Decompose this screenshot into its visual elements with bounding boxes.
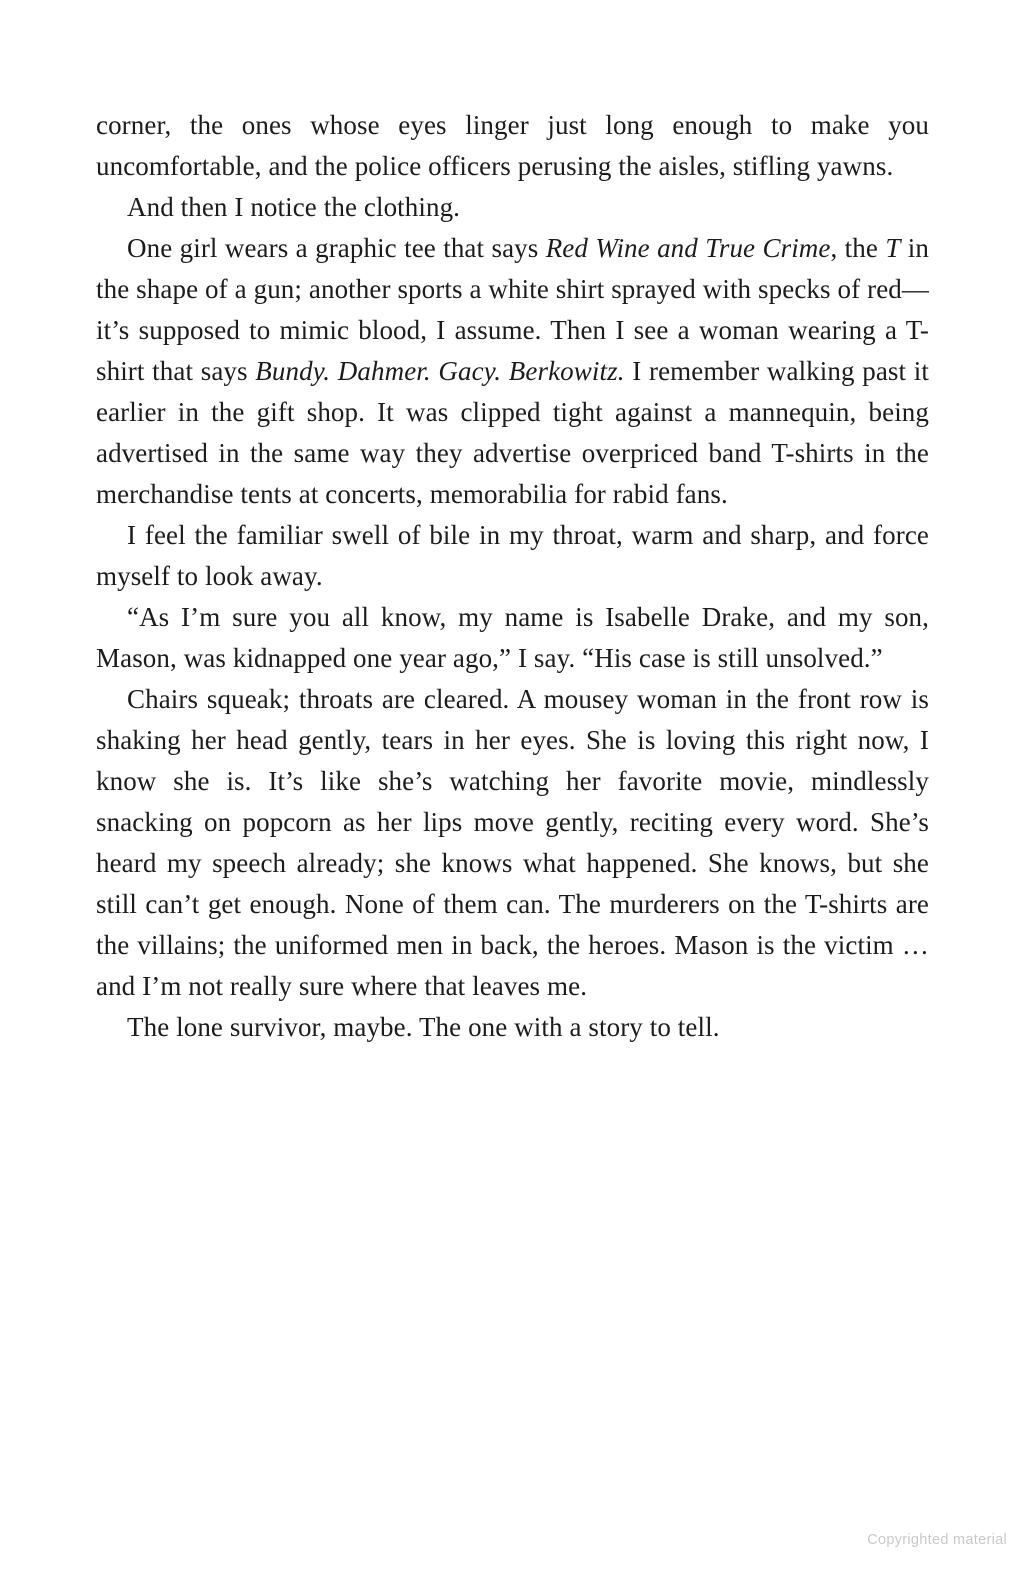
text-run: , the xyxy=(830,233,886,263)
text-run: The lone survivor, maybe. The one with a story to tell. xyxy=(127,1012,720,1042)
paragraph xyxy=(96,1007,929,1048)
copyright-watermark: Copyrighted material xyxy=(867,1532,1007,1548)
paragraph xyxy=(96,105,929,187)
text-run: And then I notice the clothing. xyxy=(127,192,461,222)
paragraph xyxy=(96,679,929,1007)
text-run: I feel the familiar swell of bile in my throat, warm and sharp, and force myself to look away. xyxy=(96,520,929,591)
text-run: in the shape of a gun; another sports a white shirt sprayed with specks of red—it’s supposed to mimic blood, I assume. Then I see a woman wearing a T-shirt that says xyxy=(96,233,929,386)
text-run: corner, the ones whose eyes linger just long enough to make you uncomfortable, and the police officers perusing the aisles, stifling yawns. xyxy=(96,110,929,181)
text-run: “As I’m sure you all know, my name is Isabelle Drake, and my son, Mason, was kidnapped one year ago,” I say. “His case is still unsolved.” xyxy=(96,602,929,673)
italic-text-run: Bundy. Dahmer. Gacy. Berkowitz. xyxy=(255,356,625,386)
page-text xyxy=(96,105,929,1048)
paragraph xyxy=(96,597,929,679)
italic-text-run: T xyxy=(885,233,901,263)
paragraph xyxy=(96,515,929,597)
text-run: One girl wears a graphic tee that says xyxy=(127,233,546,263)
paragraph xyxy=(96,228,929,515)
text-run: Chairs squeak; throats are cleared. A mousey woman in the front row is shaking her head gently, tears in her eyes. She is loving this right now, I know she is. It’s like she’s watching her favorite movie, mindlessly snacking on popcorn as her lips move gently, reciting every word. She’s heard my speech already; she knows what happened. She knows, but she still can’t get enough. None of them can. The murderers on the T-shirts are the villains; the uniformed men in back, the heroes. Mason is the victim … and I’m not really sure where that leaves me. xyxy=(96,684,929,1001)
paragraph xyxy=(96,187,929,228)
text-run: I remember walking past it earlier in the gift shop. It was clipped tight against a mannequin, being advertised in the same way they advertise overpriced band T-shirts in the merchandise tents at concerts, memorabilia for rabid fans. xyxy=(96,356,930,509)
italic-text-run: Red Wine and True Crime xyxy=(545,233,831,263)
